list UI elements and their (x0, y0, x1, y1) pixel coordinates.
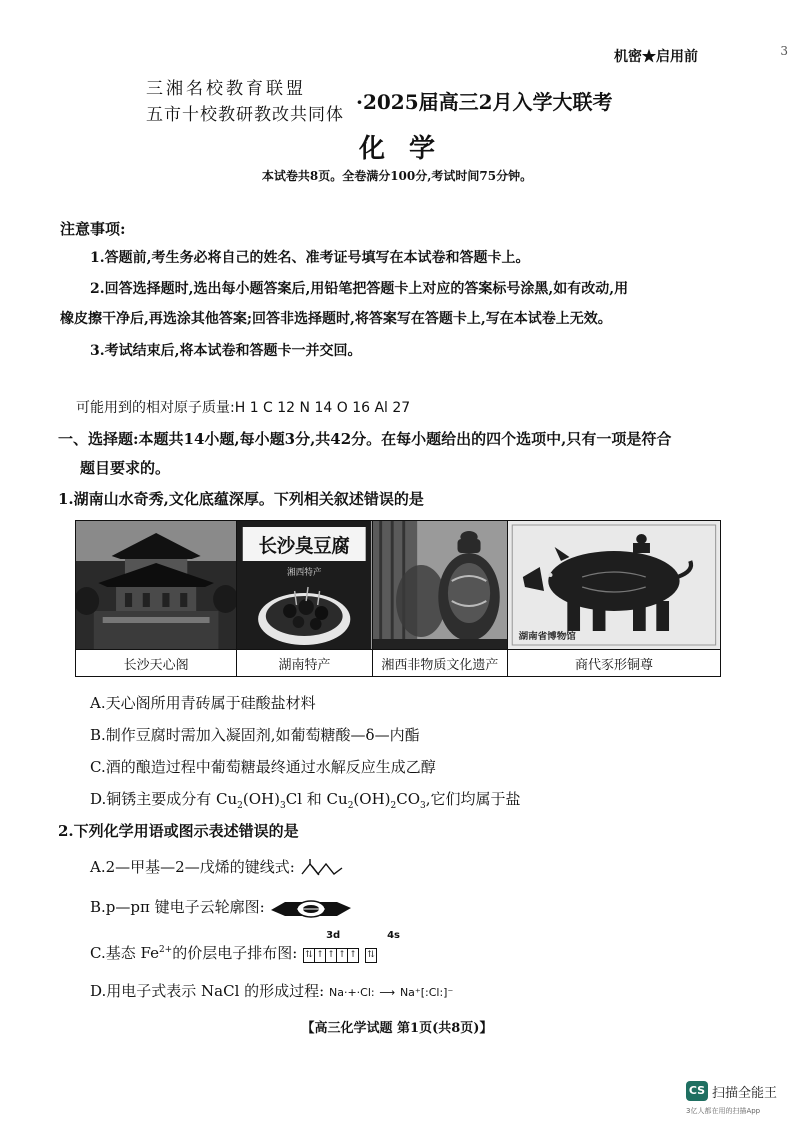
notice-item: 橡皮擦干净后,再选涂其他答案;回答非选择题时,将答案写在答题卡上,写在本试卷上无效。 (60, 311, 612, 327)
section-title: 一、选择题:本题共14小题,每小题3分,共42分。在每小题给出的四个选项中,只有一项是符合 (58, 430, 672, 448)
orbital-box: ↑ (336, 948, 348, 963)
caption-hunan-specialty: 湖南特产 (237, 650, 372, 677)
q2-c-suffix: 的价层电子排布图: (172, 944, 298, 962)
orbital-box: ⇅ (365, 948, 377, 963)
secret-label: 机密★启用前 (614, 49, 698, 65)
q1-d-mid1: (OH) (242, 790, 280, 808)
exam-title: ·2025届高三2月入学大联考 (356, 90, 613, 114)
label-4s: 4s (387, 930, 400, 941)
arrow-icon: ⟶ (379, 986, 396, 999)
org-line-2: 五市十校教研教改共同体 (146, 105, 344, 125)
q1-d-sub: 2 (347, 801, 354, 811)
q2-c-sup: 2+ (158, 945, 173, 955)
q1-d-mid3: (OH) (353, 790, 391, 808)
q1-option-b: B.制作豆腐时需加入凝固剂,如葡萄糖酸—δ—内酯 (90, 726, 420, 744)
camscanner-name: 扫描全能王 (712, 1086, 778, 1101)
orbital-box: ↑ (325, 948, 337, 963)
q1-option-d (90, 788, 521, 811)
q2-option-d (90, 980, 453, 1001)
q2-option-c (90, 930, 400, 963)
section-title-cont: 题目要求的。 (80, 459, 171, 477)
page-marker: 3 (780, 44, 788, 58)
q1-d-suffix: ,它们均属于盐 (425, 790, 521, 808)
q2-a-text: A.2—甲基—2—戊烯的键线式: (90, 858, 295, 876)
tianxin-pavilion-image (76, 521, 236, 649)
page-footer: 【高三化学试题 第1页(共8页)】 (301, 1021, 493, 1036)
q1-d-mid2: Cl 和 Cu (285, 790, 348, 808)
q2-b-text: B.p—pπ 键电子云轮廓图: (90, 898, 265, 916)
tofu-sign-text: 长沙臭豆腐 (258, 535, 351, 558)
question-1-stem: 1.湖南山水奇秀,文化底蕴深厚。下列相关叙述错误的是 (58, 490, 424, 508)
atomic-masses: 可能用到的相对原子质量:H 1 C 12 N 14 O 16 Al 27 (76, 400, 411, 416)
q2-option-a (90, 856, 346, 878)
skeletal-formula-icon (300, 858, 346, 878)
orbital-diagram (304, 930, 400, 963)
q2-option-b (90, 896, 353, 920)
q2-d-text: D.用电子式表示 NaCl 的形成过程: (90, 982, 325, 1000)
bronze-pig-zun-image (508, 521, 720, 649)
caption-tianxin-pavilion: 长沙天心阁 (76, 650, 237, 677)
q1-d-prefix: D.铜锈主要成分有 Cu (90, 790, 238, 808)
q1-d-mid4: CO (396, 790, 421, 808)
nacl-formula-right: Na⁺[:Cl:]⁻ (399, 986, 454, 999)
q1-d-sub: 3 (280, 801, 286, 811)
subject-title: 化学 (358, 134, 459, 164)
q2-c-prefix: C.基态 Fe (90, 944, 159, 962)
caption-bronze-zun: 商代豕形铜尊 (508, 650, 721, 677)
label-3d: 3d (326, 930, 341, 941)
nacl-formula-left: Na·+·Cl: (328, 986, 375, 999)
museum-label: 湖南省博物馆 (518, 631, 576, 642)
xiangxi-heritage-image (373, 521, 507, 649)
question-2-stem: 2.下列化学用语或图示表述错误的是 (58, 822, 299, 840)
figure-table (75, 520, 721, 677)
stinky-tofu-image (237, 521, 371, 649)
notice-heading: 注意事项: (60, 220, 126, 238)
image-cell (372, 521, 507, 650)
camscanner-tagline: 3亿人都在用的扫描App (686, 1107, 761, 1115)
orbital-box: ⇅ (303, 948, 315, 963)
orbital-box: ↑ (314, 948, 326, 963)
q1-d-sub: 2 (390, 801, 397, 811)
pi-bond-orbital-icon (269, 896, 353, 920)
camscanner-logo-icon: CS (686, 1081, 708, 1101)
q1-d-sub: 3 (420, 801, 426, 811)
org-line-1: 三湘名校教育联盟 (146, 79, 306, 99)
image-cell (508, 521, 721, 650)
q1-d-sub: 2 (237, 801, 243, 811)
orbital-box: ↑ (347, 948, 359, 963)
notice-item: 1.答题前,考生务必将自己的姓名、准考证号填写在本试卷和答题卡上。 (90, 250, 530, 266)
q1-option-c: C.酒的酿造过程中葡萄糖最终通过水解反应生成乙醇 (90, 758, 436, 776)
exam-info: 本试卷共8页。全卷满分100分,考试时间75分钟。 (261, 169, 533, 183)
notice-item: 2.回答选择题时,选出每小题答案后,用铅笔把答题卡上对应的答案标号涂黑,如有改动,用 (90, 281, 629, 297)
caption-xiangxi-heritage: 湘西非物质文化遗产 (372, 650, 507, 677)
notice-item: 3.考试结束后,将本试卷和答题卡一并交回。 (90, 343, 362, 359)
q1-option-a: A.天心阁所用青砖属于硅酸盐材料 (90, 694, 316, 712)
image-cell (237, 521, 372, 650)
image-cell (76, 521, 237, 650)
tofu-sub-text: 湘西特产 (287, 567, 322, 579)
